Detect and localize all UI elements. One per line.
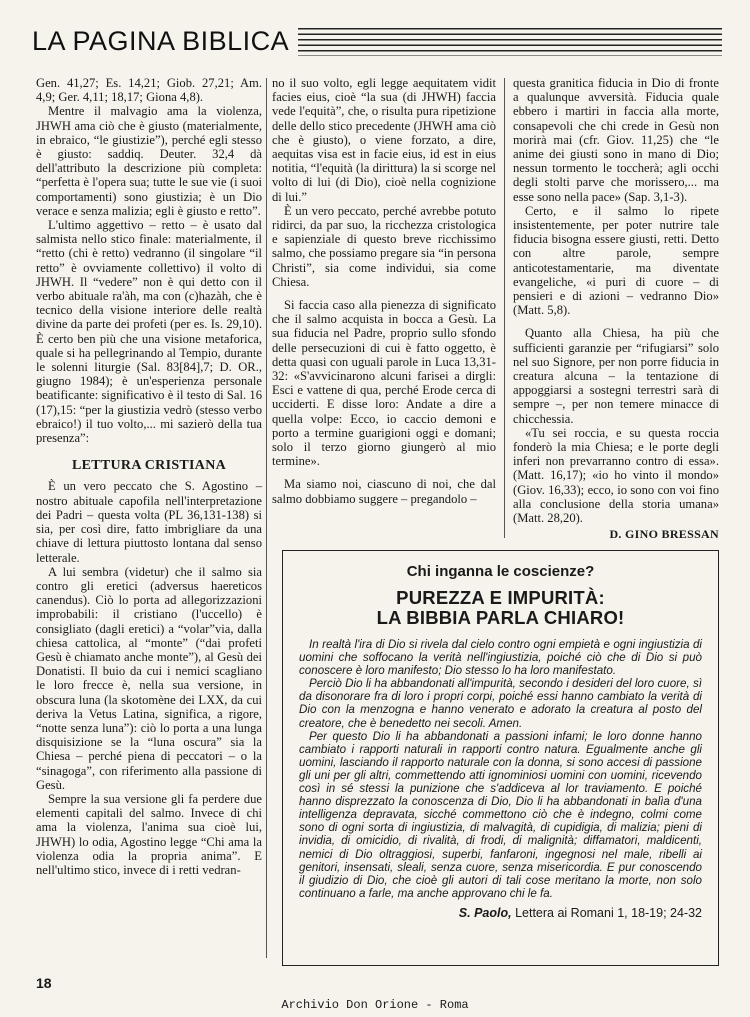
paragraph: no il suo volto, egli legge aequitatem vidit facies eius, cioè “la sua (di JHWH) faccia vede l'equità”, che, o risulta pura ripetizione delle dello stico precedente (JHWH ama ciò che è giusto), o viene forzato, a dire, aequitas visa est in facie eius, id est in eius notitia, “l'equità (la dirittura) la si scorge nel volto di lui (di Dio), cioè nella cognizione di lui.” — [272, 76, 496, 204]
paragraph: Sempre la sua versione gli fa perdere due elementi capitali del salmo. Invece di chi ama la violenza, l'anima sua cioè lui, JHWH) lo odia, Agostino legge “Chi ama la violenza odia la propria anima”. E nell'ultimo stico, invece di i retti vedran- — [36, 791, 262, 877]
box-citation — [299, 906, 702, 920]
citation-author: S. Paolo, — [458, 905, 512, 920]
quote-paragraph: In realtà l'ira di Dio si rivela dal cielo contro ogni empietà e ogni ingiustizia di uomini che soffocano la verità nell'ingiustizia, poiché ciò che di Dio si può conoscere è loro manifesto; Dio stesso lo ha loro manifestato. — [299, 638, 702, 678]
column-divider — [504, 78, 505, 538]
paragraph: Ma siamo noi, ciascuno di noi, che dal salmo dobbiamo suggere – pregandolo – — [272, 477, 496, 506]
column-divider — [266, 78, 267, 958]
paragraph: «Tu sei roccia, e su questa roccia fonderò la mia Chiesa; e le porte degli inferi non prevarranno contro di essa». (Matt. 16,17); «io ho vinto il mondo» (Giov. 16,33); ecco, io sono con voi fino alla conclusione della storia umana» (Matt. 28,20). — [513, 425, 719, 526]
article-column-3 — [513, 76, 719, 542]
box-question: Chi inganna le coscienze? — [406, 563, 595, 580]
paragraph: A lui sembra (videtur) che il salmo sia contro gli eretici (adversus haereticos canendus). Ciò lo porta ad allegorizzazioni improbabili: il cristiano (l'uccello) è consigliato (dagli eretici) a “volar”via, dalla chiesa cattolica, al “monte” (“dai profeti Gesù è chiamato anche monte”), al Gesù dei Donatisti. Il buio da cui i nemici scagliano le loro frecce è, nella sua versione, in obscura luna (la skotomène dei LXX, da cui deriva la Vetus Latina, significa, a rigore, “notte senza luna”): ciò lo porta a una lunga disquisizione se la “luna oscura” sia la Chiesa – perché piena di peccatori – o la “sinagoga”, con riferimento alla passione di Gesù. — [36, 564, 262, 792]
paragraph: Si faccia caso alla pienezza di significato che il salmo acquista in bocca a Gesù. La sua fiducia nel Padre, proprio sullo sfondo delle persecuzioni di cui è fatto oggetto, è detta quasi con uguali parole in Luca 13,31-32: «S'avvicinarono alcuni farisei a dirgli: Esci e vattene di qua, perché Erode cerca di ucciderti. E disse loro: Andate a dire a quella volpe: Ecco, io caccio demoni e porto a termine guarigioni oggi e domani; solo il terzo giorno giungerò al mio termine». — [272, 298, 496, 469]
paragraph: L'ultimo aggettivo – retto – è usato dal salmista nello stico finale: materialmente, il “retto (chi è retto) vedranno (il singolare “il retto” è ovviamente collettivo) il volto di JHWH. Il “vedere” non è qui detto con il verbo abituale ra'àh, ma con (c)hazàh, che è tecnico della visione interiore delle realtà divine da parte dei profeti (per es. Is. 29,10). È certo ben più che una visione metaforica, quale si ha pellegrinando al Tempio, durante le solenni liturgie (Sal. 83[84],7; D. OR., giugno 1984); è un'esperienza personale beatificante: significativo è il testo di Sal. 16 (17),15: “per la giustizia vedrò (stesso verbo ebraico!) il tuo volto,... mi sazierò della tua presenza”: — [36, 218, 262, 446]
paragraph: Certo, e il salmo lo ripete insistentemente, per poter nutrire tale fiducia bisogna essere giusti, retti. Detto con altre parole, sempre anticotestamentarie, ma diventate evangeliche, «i puri di cuore – di pensieri e di azioni – vedranno Dio» (Matt. 5,8). — [513, 203, 719, 318]
paragraph: Mentre il malvagio ama la violenza, JHWH ama ciò che è giusto (materialmente, in ebraico, “le giustizie”), perché egli stesso è giusto: saddiq. Deuter. 32,4 dà dell'attributo la descrizione più completa: “perfetta è l'opera sua; tutte le sue vie (i suoi comportamenti) sono giustizia; è un Dio verace e senza malizia; egli è giusto e retto”. — [36, 104, 262, 218]
box-title — [299, 588, 702, 628]
quote-paragraph: Perciò Dio li ha abbandonati all'impurità, secondo i desideri del loro cuore, sì da disonorare fra di loro i propri corpi, poiché essi hanno cambiato la verità di Dio con la menzogna e hanno venerato e adorato la creatura al posto del creatore, che è benedetto nei secoli. Amen. — [299, 677, 702, 730]
paragraph: È un vero peccato che S. Agostino – nostro abituale capofila nell'interpretazione dei Padri – questa volta (PL 36,131-138) si sia, per così dire, fatto imbrigliare da una chiave di lettura piuttosto lontana dal senso letterale. — [36, 479, 262, 565]
citation-reference: Lettera ai Romani 1, 18-19; 24-32 — [515, 905, 702, 920]
archive-footer: Archivio Don Orione - Roma — [281, 998, 469, 1012]
box-title-line: PUREZZA E IMPURITÀ: — [396, 587, 605, 608]
section-title: LA PAGINA BIBLICA — [32, 26, 290, 56]
box-title-line: LA BIBBIA PARLA CHIARO! — [376, 607, 625, 628]
header-decorative-rules — [298, 28, 722, 56]
box-quote — [299, 638, 702, 900]
article-column-1 — [36, 76, 262, 988]
paragraph: questa granitica fiducia in Dio di fronte a qualunque avversità. Fiducia quale ebbero i martiri in faccia alla morte, consapevoli che chi crede in Gesù non morirà mai (cfr. Giov. 11,25) che “le anime dei giusti sono in mano di Dio; nessun tormento le toccherà; agli occhi degli stolti parve che morissero,... ma esse sono nella pace» (Sap. 3,1-3). — [513, 76, 719, 204]
quote-paragraph: Per questo Dio li ha abbandonati a passioni infami; le loro donne hanno cambiato i rapporti naturali in rapporti contro natura. Egualmente anche gli uomini, lasciando il rapporto naturale con la donna, si sono accesi di passione gli uni per gli altri, commettendo atti ignominiosi uomini con uomini, ricevendo così in sé stessi la punizione che s'addiceva al lor traviamento. E poiché hanno disprezzato la conoscenza di Dio, Dio li ha abbandonati in balìa d'una intelligenza depravata, sicché commettono ciò che è indegno, colmi come sono di ogni sorta di ingiustizia, di malvagità, di cupidigia, di malizia; pieni di invidia, di omicidio, di rivalità, di frodi, di malignità; diffamatori, maldicenti, nemici di Dio oltraggiosi, superbi, fanfaroni, ingegnosi nel male, ribelli ai genitori, insensati, sleali, senza cuore, senza misericordia. E pur conoscendo il giudizio di Dio, che cioè gli autori di tali cose meritano la morte, non solo continuano a farle, ma anche approvano chi le fa. — [299, 729, 702, 900]
paragraph: È un vero peccato, perché avrebbe potuto ridirci, da par suo, la ricchezza cristologica e sapienziale di questo breve ricchissimo salmo, che possiamo pregare sia “in persona Christi”, sia come individui, sia come Chiesa. — [272, 203, 496, 289]
paragraph: Quanto alla Chiesa, ha più che sufficienti garanzie per “rifugiarsi” solo nel suo Signore, per non porre fiducia in creatura alcuna – la tentazione di appoggiarsi a sostegni terrestri sarà di sempre –, per non temere minacce di chicchessia. — [513, 326, 719, 426]
subsection-heading: LETTURA CRISTIANA — [71, 458, 227, 474]
sidebar-box — [282, 550, 719, 966]
paragraph: Gen. 41,27; Es. 14,21; Giob. 27,21; Am. 4,9; Ger. 4,11; 18,17; Giona 4,8). — [36, 76, 262, 105]
author-signature: D. GINO BRESSAN — [609, 527, 719, 542]
page-header — [32, 24, 722, 60]
article-column-2 — [272, 76, 496, 506]
page-number: 18 — [36, 975, 52, 991]
